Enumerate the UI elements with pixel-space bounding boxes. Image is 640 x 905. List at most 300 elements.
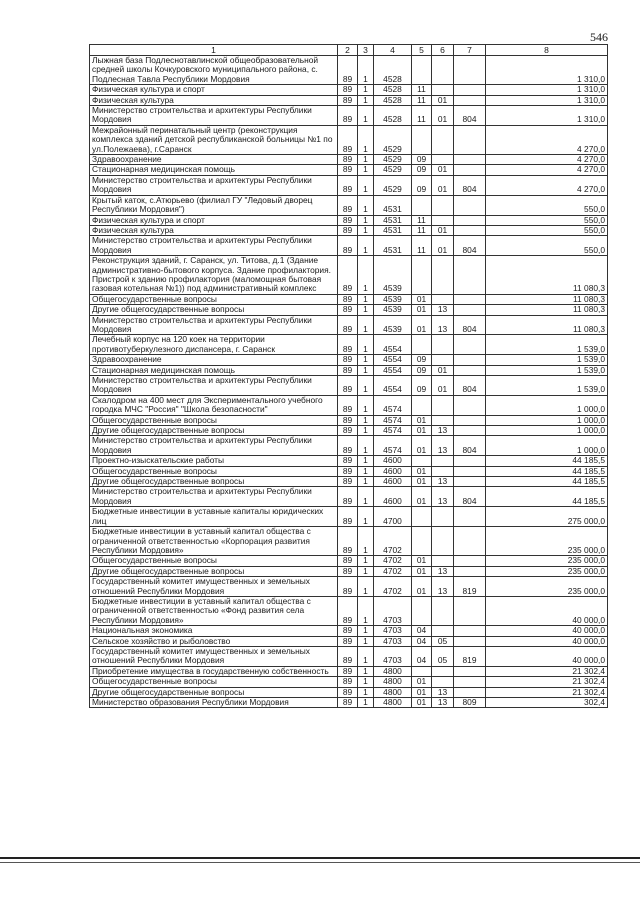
row-group: 1: [358, 165, 374, 175]
row-department: [454, 527, 486, 556]
row-target: 4574: [374, 436, 412, 456]
row-name: Министерство строительства и архитектуры Республики Мордовия: [90, 175, 338, 195]
row-name: Бюджетные инвестиции в уставный капитал общества с ограниченной ответственностью «Фонд развития села Республики Мордовия»: [90, 596, 338, 625]
row-group: 1: [358, 666, 374, 676]
table-row: [90, 155, 608, 165]
row-name: Другие общегосударственные вопросы: [90, 426, 338, 436]
table-row: [90, 415, 608, 425]
row-subchapter: [432, 195, 454, 215]
row-section: 89: [338, 698, 358, 708]
row-subchapter: 13: [432, 315, 454, 335]
row-section: 89: [338, 477, 358, 487]
row-subchapter: [432, 395, 454, 415]
row-department: 804: [454, 436, 486, 456]
row-subchapter: [432, 125, 454, 154]
row-department: [454, 687, 486, 697]
row-name: Проектно-изыскательские работы: [90, 456, 338, 466]
row-section: 89: [338, 165, 358, 175]
row-section: 89: [338, 566, 358, 576]
row-subchapter: 13: [432, 436, 454, 456]
row-amount: 44 185,5: [486, 477, 608, 487]
row-target: 4600: [374, 466, 412, 476]
row-amount: 40 000,0: [486, 636, 608, 646]
page-number: 546: [590, 30, 608, 44]
row-subchapter: 01: [432, 95, 454, 105]
row-amount: 4 270,0: [486, 165, 608, 175]
row-chapter: [412, 507, 432, 527]
row-section: 89: [338, 527, 358, 556]
row-target: 4528: [374, 106, 412, 126]
table-row: [90, 626, 608, 636]
row-target: 4702: [374, 566, 412, 576]
row-amount: 235 000,0: [486, 566, 608, 576]
row-name: Министерство строительства и архитектуры Республики Мордовия: [90, 487, 338, 507]
row-department: [454, 335, 486, 355]
row-name: Физическая культура: [90, 225, 338, 235]
table-row: [90, 305, 608, 315]
row-name: Бюджетные инвестиции в уставные капиталы юридических лиц: [90, 507, 338, 527]
row-target: 4702: [374, 556, 412, 566]
row-name: Межрайонный перинатальный центр (реконструкция комплекса зданий детской республиканской больницы №1 по ул.Полежаева), г.Саранск: [90, 125, 338, 154]
row-name: Другие общегосударственные вопросы: [90, 566, 338, 576]
row-department: 819: [454, 646, 486, 666]
row-name: Другие общегосударственные вопросы: [90, 477, 338, 487]
row-department: [454, 636, 486, 646]
row-group: 1: [358, 677, 374, 687]
table-row: [90, 395, 608, 415]
row-subchapter: 01: [432, 236, 454, 256]
row-section: 89: [338, 436, 358, 456]
row-chapter: [412, 666, 432, 676]
column-header: 5: [412, 45, 432, 56]
column-header: 1: [90, 45, 338, 56]
row-amount: 1 539,0: [486, 335, 608, 355]
row-department: [454, 165, 486, 175]
row-subchapter: 13: [432, 687, 454, 697]
row-department: [454, 426, 486, 436]
row-amount: 4 270,0: [486, 125, 608, 154]
row-chapter: 09: [412, 175, 432, 195]
row-subchapter: 13: [432, 698, 454, 708]
row-group: 1: [358, 365, 374, 375]
row-amount: 4 270,0: [486, 175, 608, 195]
row-amount: 1 539,0: [486, 376, 608, 396]
row-section: 89: [338, 155, 358, 165]
row-name: Приобретение имущества в государственную собственность: [90, 666, 338, 676]
row-name: Национальная экономика: [90, 626, 338, 636]
row-amount: 302,4: [486, 698, 608, 708]
column-header: 4: [374, 45, 412, 56]
row-group: 1: [358, 155, 374, 165]
row-chapter: 01: [412, 577, 432, 597]
row-target: 4554: [374, 335, 412, 355]
row-department: [454, 666, 486, 676]
table-row: [90, 436, 608, 456]
row-amount: 1 539,0: [486, 365, 608, 375]
table-row: [90, 376, 608, 396]
row-department: [454, 626, 486, 636]
table-row: [90, 487, 608, 507]
row-subchapter: 13: [432, 487, 454, 507]
row-group: 1: [358, 85, 374, 95]
row-chapter: 01: [412, 305, 432, 315]
row-amount: 40 000,0: [486, 626, 608, 636]
row-chapter: 01: [412, 566, 432, 576]
row-section: 89: [338, 646, 358, 666]
row-group: 1: [358, 256, 374, 295]
row-amount: 235 000,0: [486, 556, 608, 566]
row-section: 89: [338, 305, 358, 315]
row-amount: 11 080,3: [486, 256, 608, 295]
row-subchapter: [432, 256, 454, 295]
row-name: Скалодром на 400 мест для Экспериментального учебного городка МЧС "Россия" "Школа безопасности": [90, 395, 338, 415]
row-department: [454, 225, 486, 235]
row-section: 89: [338, 596, 358, 625]
row-amount: 21 302,4: [486, 677, 608, 687]
row-department: 804: [454, 236, 486, 256]
row-chapter: 01: [412, 315, 432, 335]
row-chapter: 01: [412, 415, 432, 425]
row-group: 1: [358, 236, 374, 256]
row-chapter: 11: [412, 95, 432, 105]
row-chapter: 11: [412, 225, 432, 235]
row-section: 89: [338, 666, 358, 676]
row-department: 819: [454, 577, 486, 597]
row-subchapter: 01: [432, 365, 454, 375]
row-department: [454, 85, 486, 95]
row-subchapter: [432, 215, 454, 225]
row-chapter: 11: [412, 236, 432, 256]
row-name: Здравоохранение: [90, 355, 338, 365]
row-department: [454, 556, 486, 566]
row-amount: 40 000,0: [486, 646, 608, 666]
row-amount: 44 185,5: [486, 487, 608, 507]
column-header: 3: [358, 45, 374, 56]
row-department: [454, 477, 486, 487]
row-amount: 1 000,0: [486, 436, 608, 456]
table-row: [90, 236, 608, 256]
row-section: 89: [338, 456, 358, 466]
row-amount: 44 185,5: [486, 456, 608, 466]
row-section: 89: [338, 236, 358, 256]
row-name: Министерство строительства и архитектуры Республики Мордовия: [90, 376, 338, 396]
row-chapter: 09: [412, 355, 432, 365]
row-group: 1: [358, 195, 374, 215]
row-subchapter: [432, 677, 454, 687]
row-group: 1: [358, 335, 374, 355]
row-group: 1: [358, 426, 374, 436]
table-row: [90, 365, 608, 375]
row-chapter: 11: [412, 215, 432, 225]
row-amount: 21 302,4: [486, 687, 608, 697]
row-section: 89: [338, 376, 358, 396]
row-target: 4539: [374, 305, 412, 315]
table-row: [90, 556, 608, 566]
row-group: 1: [358, 466, 374, 476]
table-row: [90, 577, 608, 597]
row-chapter: 01: [412, 477, 432, 487]
row-target: 4600: [374, 477, 412, 487]
row-subchapter: 01: [432, 106, 454, 126]
row-amount: 275 000,0: [486, 507, 608, 527]
footer-rule: [0, 857, 640, 859]
table-row: [90, 698, 608, 708]
row-group: 1: [358, 596, 374, 625]
table-row: [90, 165, 608, 175]
row-group: 1: [358, 376, 374, 396]
row-amount: 550,0: [486, 215, 608, 225]
row-subchapter: 05: [432, 646, 454, 666]
table-row: [90, 646, 608, 666]
row-group: 1: [358, 527, 374, 556]
table-row: [90, 85, 608, 95]
row-amount: 1 000,0: [486, 426, 608, 436]
row-subchapter: [432, 556, 454, 566]
table-row: [90, 527, 608, 556]
row-section: 89: [338, 106, 358, 126]
row-subchapter: [432, 507, 454, 527]
row-group: 1: [358, 487, 374, 507]
table-row: [90, 456, 608, 466]
row-chapter: [412, 56, 432, 85]
row-group: 1: [358, 436, 374, 456]
row-subchapter: 01: [432, 225, 454, 235]
row-target: 4539: [374, 256, 412, 295]
row-target: 4800: [374, 666, 412, 676]
row-group: 1: [358, 687, 374, 697]
row-target: 4531: [374, 195, 412, 215]
row-department: [454, 215, 486, 225]
row-section: 89: [338, 415, 358, 425]
row-chapter: [412, 456, 432, 466]
row-amount: 1 310,0: [486, 56, 608, 85]
row-target: 4531: [374, 215, 412, 225]
column-header: 7: [454, 45, 486, 56]
row-target: 4529: [374, 165, 412, 175]
row-subchapter: [432, 335, 454, 355]
row-chapter: 04: [412, 646, 432, 666]
row-target: 4702: [374, 577, 412, 597]
row-chapter: [412, 527, 432, 556]
row-group: 1: [358, 56, 374, 85]
row-name: Реконструкция зданий, г. Саранск, ул. Титова, д.1 (Здание административно-бытового корпуса. Здание профилактория. Пристрой к зданию профилактория (маломощная бытовая газовая котельная №1)) под административный комплекс: [90, 256, 338, 295]
table-row: [90, 225, 608, 235]
row-chapter: 11: [412, 85, 432, 95]
row-section: 89: [338, 225, 358, 235]
row-section: 89: [338, 626, 358, 636]
row-target: 4700: [374, 507, 412, 527]
row-subchapter: [432, 294, 454, 304]
row-name: Физическая культура: [90, 95, 338, 105]
row-target: 4529: [374, 155, 412, 165]
row-target: 4574: [374, 395, 412, 415]
table-row: [90, 56, 608, 85]
row-name: Стационарная медицинская помощь: [90, 165, 338, 175]
row-group: 1: [358, 626, 374, 636]
row-department: 804: [454, 175, 486, 195]
row-chapter: [412, 195, 432, 215]
row-name: Министерство образования Республики Мордовия: [90, 698, 338, 708]
row-target: 4531: [374, 236, 412, 256]
column-header: 2: [338, 45, 358, 56]
row-section: 89: [338, 355, 358, 365]
row-chapter: 11: [412, 106, 432, 126]
row-department: 804: [454, 487, 486, 507]
row-name: Общегосударственные вопросы: [90, 466, 338, 476]
row-amount: 11 080,3: [486, 315, 608, 335]
row-chapter: [412, 256, 432, 295]
row-amount: 550,0: [486, 225, 608, 235]
row-amount: 1 539,0: [486, 355, 608, 365]
table-row: [90, 566, 608, 576]
row-group: 1: [358, 315, 374, 335]
row-name: Здравоохранение: [90, 155, 338, 165]
row-section: 89: [338, 466, 358, 476]
row-department: [454, 507, 486, 527]
table-header-row: [90, 45, 608, 56]
row-target: 4528: [374, 95, 412, 105]
row-department: [454, 365, 486, 375]
row-amount: 11 080,3: [486, 305, 608, 315]
row-department: [454, 305, 486, 315]
row-amount: 235 000,0: [486, 527, 608, 556]
row-section: 89: [338, 426, 358, 436]
row-name: Лечебный корпус на 120 коек на территории противотуберкулезного диспансера, г. Саранск: [90, 335, 338, 355]
row-subchapter: [432, 56, 454, 85]
row-section: 89: [338, 294, 358, 304]
table-row: [90, 477, 608, 487]
row-subchapter: [432, 596, 454, 625]
row-subchapter: [432, 626, 454, 636]
row-section: 89: [338, 195, 358, 215]
row-chapter: 01: [412, 687, 432, 697]
row-target: 4600: [374, 456, 412, 466]
row-group: 1: [358, 577, 374, 597]
row-subchapter: 13: [432, 477, 454, 487]
row-subchapter: 01: [432, 165, 454, 175]
row-amount: 1 000,0: [486, 395, 608, 415]
row-name: Министерство строительства и архитектуры Республики Мордовия: [90, 315, 338, 335]
row-amount: 550,0: [486, 195, 608, 215]
row-target: 4539: [374, 294, 412, 304]
row-department: [454, 56, 486, 85]
row-subchapter: [432, 527, 454, 556]
row-amount: 11 080,3: [486, 294, 608, 304]
row-group: 1: [358, 125, 374, 154]
row-section: 89: [338, 315, 358, 335]
row-subchapter: 05: [432, 636, 454, 646]
row-target: 4539: [374, 315, 412, 335]
row-target: 4703: [374, 636, 412, 646]
row-subchapter: 13: [432, 305, 454, 315]
row-amount: 1 310,0: [486, 95, 608, 105]
row-chapter: 01: [412, 677, 432, 687]
row-target: 4703: [374, 626, 412, 636]
row-group: 1: [358, 456, 374, 466]
row-group: 1: [358, 355, 374, 365]
row-chapter: 09: [412, 165, 432, 175]
row-chapter: [412, 395, 432, 415]
table-row: [90, 125, 608, 154]
row-name: Общегосударственные вопросы: [90, 556, 338, 566]
table-row: [90, 507, 608, 527]
row-chapter: 04: [412, 636, 432, 646]
row-section: 89: [338, 335, 358, 355]
row-group: 1: [358, 106, 374, 126]
row-department: [454, 155, 486, 165]
row-department: [454, 195, 486, 215]
row-department: [454, 456, 486, 466]
row-group: 1: [358, 556, 374, 566]
row-subchapter: [432, 666, 454, 676]
row-group: 1: [358, 225, 374, 235]
row-department: 804: [454, 106, 486, 126]
row-section: 89: [338, 56, 358, 85]
budget-table: [89, 44, 608, 708]
table-row: [90, 294, 608, 304]
row-name: Бюджетные инвестиции в уставный капитал общества с ограниченной ответственностью «Корпорация развития Республики Мордовия»: [90, 527, 338, 556]
table-row: [90, 175, 608, 195]
row-amount: 550,0: [486, 236, 608, 256]
row-section: 89: [338, 95, 358, 105]
table-row: [90, 355, 608, 365]
row-section: 89: [338, 125, 358, 154]
table-row: [90, 596, 608, 625]
row-department: [454, 596, 486, 625]
row-department: [454, 294, 486, 304]
row-target: 4554: [374, 376, 412, 396]
row-target: 4800: [374, 687, 412, 697]
row-target: 4800: [374, 698, 412, 708]
row-chapter: 01: [412, 466, 432, 476]
row-name: Общегосударственные вопросы: [90, 415, 338, 425]
row-group: 1: [358, 566, 374, 576]
row-name: Другие общегосударственные вопросы: [90, 687, 338, 697]
row-group: 1: [358, 95, 374, 105]
row-name: Физическая культура и спорт: [90, 215, 338, 225]
row-name: Лыжная база Подлеснотавлинской общеобразовательной средней школы Кочкуровского муниципального района, с. Подлесная Тавла Республики Мордовия: [90, 56, 338, 85]
row-department: 804: [454, 376, 486, 396]
row-target: 4800: [374, 677, 412, 687]
row-department: [454, 566, 486, 576]
row-department: [454, 677, 486, 687]
row-section: 89: [338, 487, 358, 507]
row-name: Другие общегосударственные вопросы: [90, 305, 338, 315]
row-section: 89: [338, 215, 358, 225]
row-target: 4574: [374, 426, 412, 436]
row-chapter: 01: [412, 556, 432, 566]
row-name: Общегосударственные вопросы: [90, 677, 338, 687]
row-group: 1: [358, 395, 374, 415]
row-subchapter: 13: [432, 426, 454, 436]
row-department: 809: [454, 698, 486, 708]
table-row: [90, 256, 608, 295]
row-chapter: 01: [412, 698, 432, 708]
row-target: 4703: [374, 596, 412, 625]
row-chapter: [412, 335, 432, 355]
row-target: 4703: [374, 646, 412, 666]
row-section: 89: [338, 556, 358, 566]
row-group: 1: [358, 305, 374, 315]
row-chapter: 01: [412, 426, 432, 436]
row-section: 89: [338, 365, 358, 375]
row-chapter: 01: [412, 487, 432, 507]
row-subchapter: [432, 466, 454, 476]
row-amount: 1 000,0: [486, 415, 608, 425]
row-department: 804: [454, 315, 486, 335]
table-row: [90, 466, 608, 476]
row-section: 89: [338, 577, 358, 597]
